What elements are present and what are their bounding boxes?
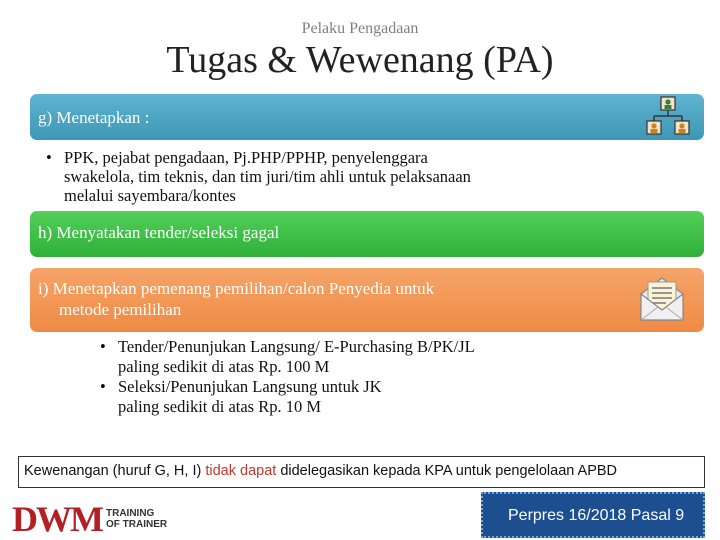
delegation-note: [18, 456, 705, 488]
list-item: [100, 337, 475, 376]
list-item: [100, 377, 475, 416]
bullet-line: PPK, pejabat pengadaan, Pj.PHP/PPHP, penyelenggara: [64, 148, 428, 167]
section-i-header: [30, 268, 704, 332]
regulation-reference: Perpres 16/2018 Pasal 9: [481, 492, 705, 538]
bullet-dot: •: [46, 148, 52, 167]
bullet-line: swakelola, tim teknis, dan tim juri/tim ahli untuk pelaksanaan: [64, 167, 471, 186]
bullet-dot: •: [100, 377, 106, 396]
section-g-label: g) Menetapkan :: [38, 108, 150, 127]
document-envelope-icon: [638, 272, 686, 324]
section-g-header: [30, 94, 704, 140]
bullet-line: melalui sayembara/kontes: [64, 186, 236, 205]
slide-title: Tugas & Wewenang (PA): [166, 39, 554, 81]
bullet-line: paling sedikit di atas Rp. 10 M: [118, 396, 322, 416]
dwm-logo: [12, 500, 167, 538]
logo-mark: DWM: [12, 499, 102, 539]
org-chart-icon: [646, 96, 690, 136]
logo-line1: TRAINING: [105, 508, 155, 519]
bullet-line: Tender/Penunjukan Langsung/ E-Purchasing B/PK/JL: [118, 337, 475, 356]
slide-supertitle: Pelaku Pengadaan: [301, 20, 419, 37]
section-h-header: [30, 211, 704, 257]
list-item: [46, 148, 471, 205]
bullet-dot: •: [100, 337, 106, 356]
bullet-line: Seleksi/Penunjukan Langsung untuk JK: [118, 377, 382, 396]
section-g-bullet-list: [46, 148, 471, 205]
section-i-bullet-list: [100, 337, 475, 417]
bullet-line: paling sedikit di atas Rp. 100 M: [118, 356, 330, 376]
note-prefix: Kewenangan (huruf G, H, I): [24, 463, 206, 479]
section-i-label-line1: i) Menetapkan pemenang pemilihan/calon Penyedia untuk: [38, 279, 435, 298]
logo-subtitle: [106, 508, 167, 530]
section-h-label: h) Menyatakan tender/seleksi gagal: [38, 223, 280, 242]
note-suffix: didelegasikan kepada KPA untuk pengelolaan APBD: [276, 463, 618, 479]
note-highlight: tidak dapat: [205, 463, 277, 479]
section-i-label-line2: metode pemilihan: [59, 300, 182, 319]
logo-line2: OF TRAINER: [105, 519, 168, 530]
